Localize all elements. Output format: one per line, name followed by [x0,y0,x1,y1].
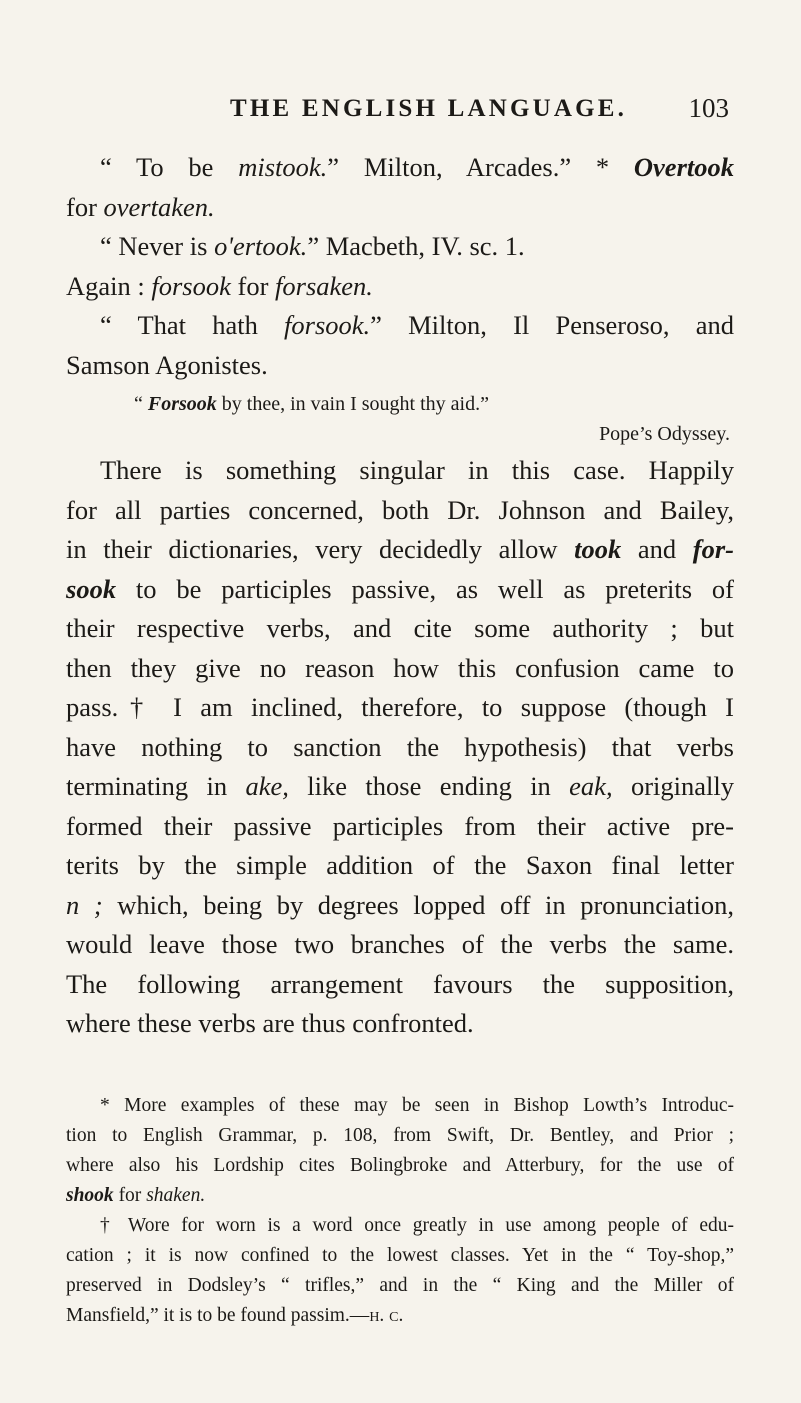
text-span: “ [134,393,148,415]
italic-word: shaken. [146,1185,206,1206]
italic-word: for- [692,534,734,564]
text-span: ” Macbeth, IV. sc. 1. [307,231,525,261]
text-line: have nothing to sanction the hypothesis) that verbs [66,731,734,762]
text-span: terminating in [66,771,246,801]
text-line [66,767,734,807]
italic-word: shook [66,1185,114,1206]
text-line: pass.† I am inclined, therefore, to suppose (though I [66,692,734,722]
text-line [66,148,734,188]
text-line [66,886,734,926]
text-line: There is something singular in this case. Happily [100,455,734,485]
italic-word: ake, [245,771,289,801]
footnotes [66,1091,734,1331]
text-line: where these verbs are thus confronted. [66,1008,474,1038]
verse-quote [66,389,734,449]
text-line [66,570,734,610]
text-span: “ Never is [100,231,215,261]
italic-word: o'ertook. [214,231,308,261]
footnote-line: preserved in Dodsley’s “ trifles,” and in the “ King and the Miller of [66,1275,734,1296]
text-line [66,267,734,307]
italic-word: took [574,534,622,564]
italic-word: overtaken. [103,191,215,222]
italic-word: forsook [151,270,231,301]
footnote-line [66,1301,734,1331]
text-span: by thee, in vain I sought thy aid.” [216,393,489,415]
text-span: in their dictionaries, very decidedly allow [66,534,575,564]
text-line [66,530,734,570]
running-head [0,95,801,135]
text-span: for [66,191,104,222]
italic-word: sook [66,573,117,604]
page-number: 103 [688,93,729,123]
text-line: Samson Agonistes. [66,349,268,380]
footnote-line: * More examples of these may be seen in Bishop Lowth’s Introduc- [100,1095,734,1116]
text-span: originally [612,771,734,801]
text-span: “ To be [100,152,239,182]
text-line: formed their passive participles from their active pre- [66,810,734,841]
text-span: “ That hath [100,310,285,340]
text-span: which, being by degrees lopped off in pronunciation, [102,889,735,920]
text-line: for all parties concerned, both Dr. Johnson and Bailey, [66,494,734,525]
text-line [66,188,734,228]
footnote-line: where also his Lordship cites Bolingbroke and Atterbury, for the use of [66,1155,734,1176]
italic-word: n ; [66,889,103,920]
main-text [66,148,734,1044]
footnote-line: tion to English Grammar, p. 108, from Swift, Dr. Bentley, and Prior ; [66,1125,734,1146]
text-span: Again : [66,270,152,301]
text-span: ” Milton, Arcades.” * [327,152,634,182]
footnote-line [66,1181,734,1211]
quote-source: Pope’s Odyssey. [599,423,730,445]
text-span: Mansfield,” it is to be found passim.— [66,1305,370,1326]
italic-word: forsaken. [275,270,373,301]
text-line: their respective verbs, and cite some authority ; but [66,613,734,643]
running-title: THE ENGLISH LANGUAGE. [230,95,628,122]
text-span: like those ending in [288,771,570,801]
text-span: for [230,270,276,301]
footnote-line: cation ; it is now confined to the lowest classes. Yet in the “ Toy-shop,” [66,1245,734,1266]
text-line [66,306,734,346]
text-line: The following arrangement favours the supposition, [66,968,734,999]
italic-word: Forsook [147,393,217,415]
text-line: then they give no reason how this confusion came to [66,652,734,683]
text-span: ” Milton, Il Penseroso, and [370,310,734,340]
quote-text [66,389,734,419]
initials: h. c. [369,1305,404,1326]
text-span: to be participles passive, as well as preterits of [116,573,734,604]
text-span: for [113,1185,147,1206]
footnote-line: † Wore for worn is a word once greatly in use among people of edu- [100,1215,734,1236]
italic-word: Overtook [633,152,734,182]
italic-word: eak, [569,771,613,801]
text-span: and [621,534,693,564]
text-line: would leave those two branches of the verbs the same. [66,929,734,959]
italic-word: mistook. [238,152,328,182]
text-line [66,227,734,267]
text-line: terits by the simple addition of the Saxon final letter [66,850,734,880]
italic-word: forsook. [284,310,371,340]
